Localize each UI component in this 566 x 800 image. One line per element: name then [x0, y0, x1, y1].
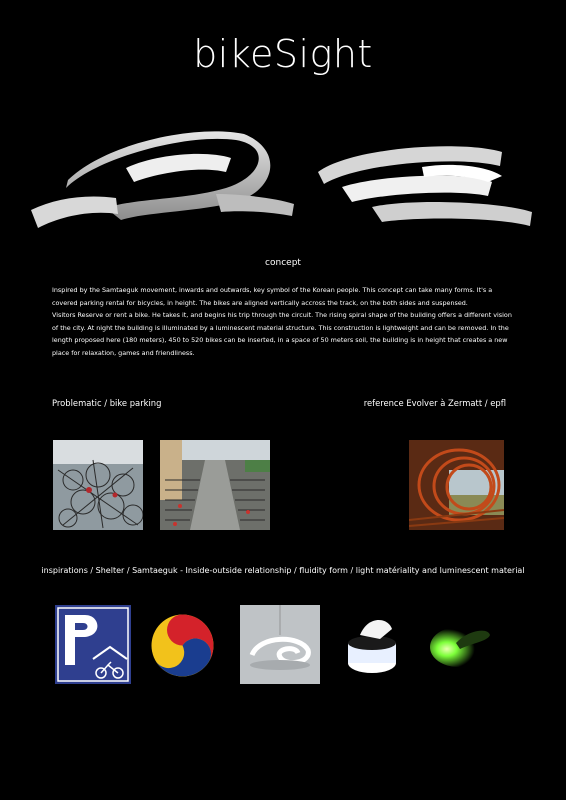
hero-model-left	[26, 128, 298, 238]
concept-description	[52, 284, 514, 360]
hero-model-right	[312, 132, 534, 234]
evolver-zermatt-photo	[409, 440, 504, 530]
bike-rack-lot-photo	[160, 440, 270, 530]
luminescent-chair-photo	[340, 605, 405, 684]
page-title: bikeSight	[193, 32, 373, 76]
reference-label: reference Evolver à Zermatt / epfl	[363, 398, 506, 408]
problematic-label: Problematic / bike parking	[52, 398, 162, 408]
inspirations-label: inspirations / Shelter / Samtaeguk - Inside-outside relationship / fluidity form / light matériality and luminescent material	[41, 566, 525, 575]
parking-sign-icon	[55, 605, 131, 684]
concept-heading: concept	[265, 258, 301, 268]
spiral-lamp-photo	[240, 605, 320, 684]
bike-pile-photo	[53, 440, 143, 530]
luminescent-glow-photo	[428, 605, 505, 684]
concept-paragraph-1: Inspired by the Samtaeguk movement, inwards and outwards, key symbol of the Korean people. This concept can take many forms. It's a covered parking rental for bicycles, in height. The bikes are aligned vertically accross the track, on the both sides and suspensed.	[52, 286, 493, 307]
samtaeguk-symbol-icon	[150, 613, 215, 678]
concept-paragraph-2: Visitors Reserve or rent a bike. He takes it, and begins his trip through the circuit. The rising spiral shape of the building offers a different vision of the city. At night the building is illuminated by a luminescent material structure. This construction is lightweight and can be removed. In the length proposed here (180 meters), 450 to 520 bikes can be inserted, in a space of 50 meters soil, the building is in height that creates a new place for relaxation, games and friendliness.	[52, 311, 512, 357]
